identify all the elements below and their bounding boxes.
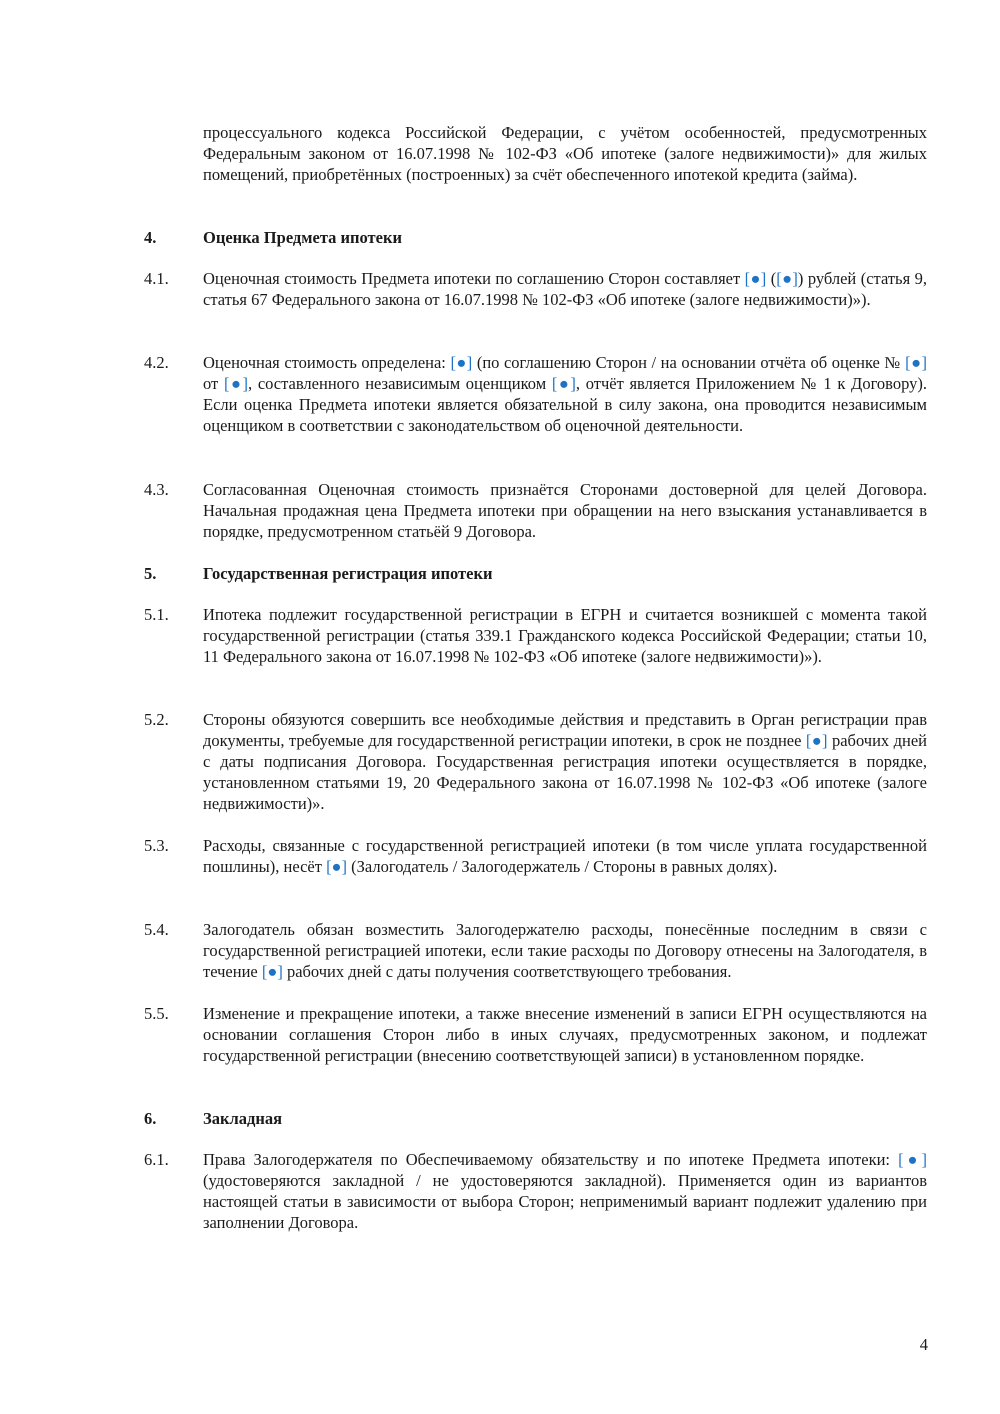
- clause-text: [203, 604, 927, 667]
- intro-paragraph: [203, 122, 927, 185]
- section-title: Оценка Предмета ипотеки: [203, 228, 402, 247]
- placeholder-marker: [●]: [261, 962, 283, 981]
- page-number: 4: [919, 1335, 928, 1354]
- clause-text-segment: Согласованная Оценочная стоимость признаётся Сторонами достоверной для целей Договора. Начальная продажная цена Предмета ипотеки при обращении на него взыскания устанавливается в порядке, предусмотренном статьёй 9 Договора.: [203, 480, 927, 541]
- placeholder-marker: [●]: [551, 374, 576, 393]
- clause-4-2: [144, 352, 927, 436]
- clause-text-segment: Ипотека подлежит государственной регистрации в ЕГРН и считается возникшей с момента такой государственной регистрации (статья 339.1 Гражданского кодекса Российской Федерации; статьи 10, 11 Федерального закона от 16.07.1998 № 102-ФЗ «Об ипотеке (залоге недвижимости)»).: [203, 605, 927, 666]
- clause-number: 4.3.: [144, 480, 169, 499]
- clause-text-segment: (: [766, 269, 777, 288]
- section-heading-6: [144, 1108, 927, 1129]
- clause-5-3: [144, 835, 927, 877]
- section-number: 6.: [144, 1109, 157, 1128]
- clause-text: [203, 835, 927, 877]
- placeholder-marker: [●]: [898, 1150, 927, 1169]
- placeholder-marker: [●]: [905, 353, 927, 372]
- clause-text-segment: Изменение и прекращение ипотеки, а также внесение изменений в записи ЕГРН осуществляются на основании соглашения Сторон либо в иных случаях, предусмотренных законом, и подлежат государственной регистрации (внесению соответствующей записи) в установленном порядке.: [203, 1004, 927, 1065]
- clause-5-1: [144, 604, 927, 667]
- clause-text: [203, 709, 927, 814]
- clause-text-segment: , составленного независимым оценщиком: [248, 374, 552, 393]
- section-number: 5.: [144, 564, 157, 583]
- clause-text-segment: Оценочная стоимость определена:: [203, 353, 451, 372]
- clause-4-1: [144, 268, 927, 310]
- clause-text-segment: рабочих дней с даты получения соответствующего требования.: [282, 962, 732, 981]
- clause-text: [203, 1149, 927, 1233]
- clause-text-segment: (удостоверяются закладной / не удостоверяются закладной). Применяется один из вариантов настоящей статьи в зависимости от выбора Сторон; неприменимый вариант подлежит удалению при заполнении Договора.: [203, 1171, 927, 1232]
- section-title: Государственная регистрация ипотеки: [203, 564, 493, 583]
- clause-6-1: [144, 1149, 927, 1233]
- clause-number: 6.1.: [144, 1150, 169, 1169]
- clause-4-3: [144, 479, 927, 542]
- placeholder-marker: [●]: [805, 731, 828, 750]
- clause-text-segment: от: [203, 374, 224, 393]
- section-heading-4: [144, 227, 927, 248]
- clause-number: 5.1.: [144, 605, 169, 624]
- clause-text-segment: Оценочная стоимость Предмета ипотеки по соглашению Сторон составляет: [203, 269, 745, 288]
- clause-number: 5.5.: [144, 1004, 169, 1023]
- placeholder-marker: [●]: [223, 374, 249, 393]
- placeholder-marker: [●]: [326, 857, 348, 876]
- clause-text-segment: , отчёт является Приложением № 1 к Договору). Если оценка Предмета ипотеки является обязательной в силу закона, она проводится независимым оценщиком в соответствии с законодательством об оценочной деятельности.: [203, 374, 928, 435]
- clause-text: [203, 919, 927, 982]
- clause-number: 4.1.: [144, 269, 169, 288]
- clause-number: 4.2.: [144, 353, 169, 372]
- clause-text-segment: ) рублей (статья 9, статья 67 Федерального закона от 16.07.1998 № 102-ФЗ «Об ипотеке (залоге недвижимости)»).: [203, 269, 927, 309]
- clause-5-4: [144, 919, 927, 982]
- clause-number: 5.2.: [144, 710, 169, 729]
- section-heading-5: [144, 563, 927, 584]
- section-number: 4.: [144, 228, 157, 247]
- placeholder-marker: [●]: [776, 269, 798, 288]
- clause-text: [203, 1003, 927, 1066]
- clause-text-segment: Расходы, связанные с государственной регистрацией ипотеки (в том числе уплата государственной пошлины), несёт: [203, 836, 927, 876]
- clause-text-segment: Права Залогодержателя по Обеспечиваемому обязательству и по ипотеке Предмета ипотеки:: [203, 1150, 899, 1169]
- placeholder-marker: [●]: [744, 269, 767, 288]
- clause-5-2: [144, 709, 927, 814]
- clause-text: [203, 479, 927, 542]
- section-title: Закладная: [203, 1109, 283, 1128]
- clause-number: 5.3.: [144, 836, 169, 855]
- clause-text-segment: рабочих дней с даты подписания Договора. Государственная регистрация ипотеки осуществляется в порядке, установленном статьями 19, 20 Федерального закона от 16.07.1998 № 102-ФЗ «Об ипотеке (залоге недвижимости)».: [203, 731, 927, 813]
- intro-text: процессуального кодекса Российской Федерации, с учётом особенностей, предусмотренных Федеральным законом от 16.07.1998 № 102-ФЗ «Об ипотеке (залоге недвижимости)» для жилых помещений, приобретённых (построенных) за счёт обеспеченного ипотекой кредита (займа).: [203, 123, 927, 184]
- clause-number: 5.4.: [144, 920, 169, 939]
- clause-text-segment: (по соглашению Сторон / на основании отчёта об оценке №: [472, 353, 906, 372]
- clause-text-segment: Стороны обязуются совершить все необходимые действия и представить в Орган регистрации прав документы, требуемые для государственной регистрации ипотеки, в срок не позднее: [203, 710, 927, 750]
- placeholder-marker: [●]: [450, 353, 473, 372]
- clause-5-5: [144, 1003, 927, 1066]
- clause-text: [203, 352, 927, 436]
- clause-text-segment: (Залогодатель / Залогодержатель / Стороны в равных долях).: [347, 857, 778, 876]
- clause-text-segment: Залогодатель обязан возместить Залогодержателю расходы, понесённые последним в связи с государственной регистрацией ипотеки, если такие расходы по Договору отнесены на Залогодателя, в течение: [203, 920, 927, 981]
- clause-text: [203, 268, 927, 310]
